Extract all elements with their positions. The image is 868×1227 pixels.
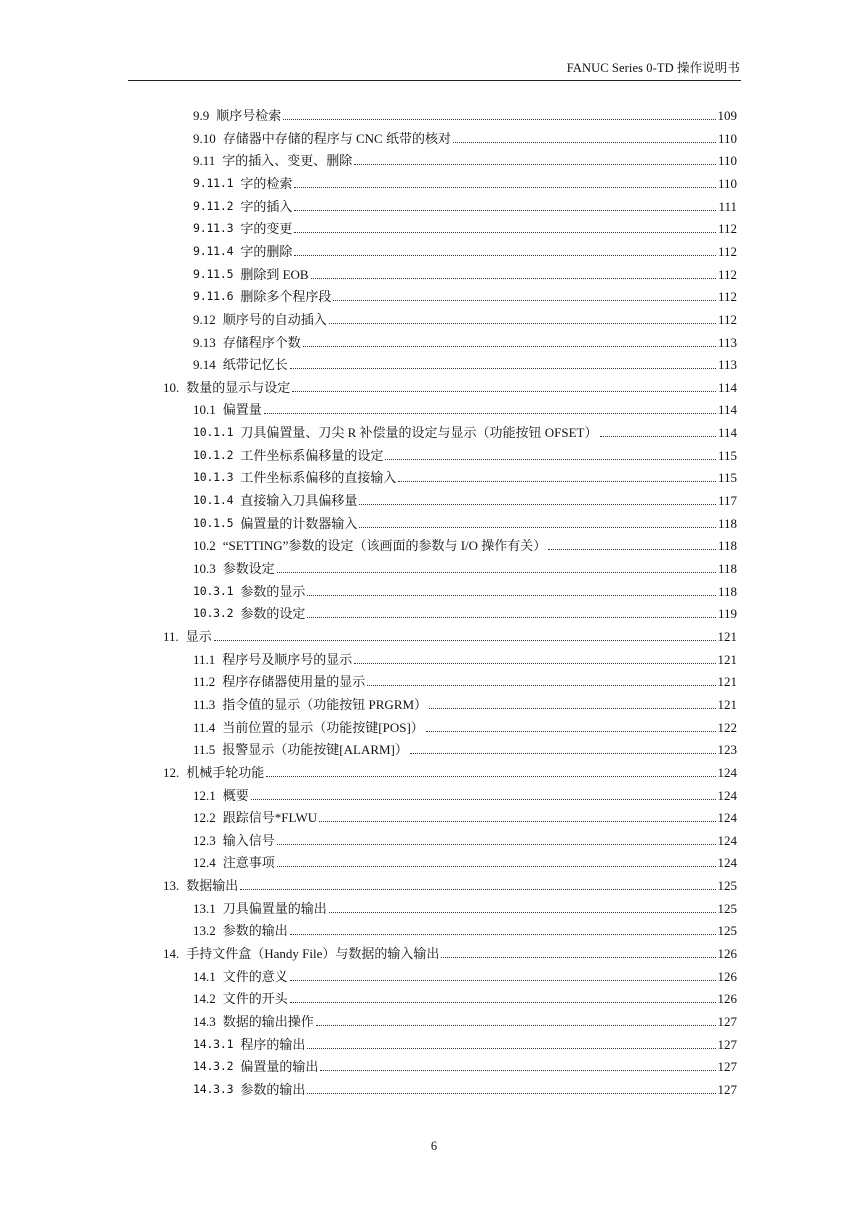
toc-dot-leader xyxy=(329,911,716,913)
toc-entry-page: 121 xyxy=(717,651,737,667)
toc-entry-title: 文件的意义 xyxy=(222,968,288,984)
toc-entry-number: 11.4 xyxy=(193,719,216,735)
toc-entry[interactable] xyxy=(193,647,737,667)
toc-entry-title: 工件坐标系偏移的直接输入 xyxy=(240,470,397,486)
toc-entry[interactable] xyxy=(193,715,737,735)
toc-dot-leader xyxy=(307,594,716,596)
toc-dot-leader xyxy=(320,1069,715,1071)
toc-entry-page: 127 xyxy=(717,1014,737,1029)
toc-entry-title: 顺序号的自动插入 xyxy=(222,311,327,327)
toc-entry-title: “SETTING”参数的设定（该画面的参数与 I/O 操作有关） xyxy=(222,538,547,554)
toc-dot-leader xyxy=(277,571,716,573)
toc-dot-leader xyxy=(359,526,716,528)
toc-dot-leader xyxy=(290,367,716,369)
toc-entry-page: 121 xyxy=(717,674,737,690)
toc-dot-leader xyxy=(354,662,715,664)
toc-entry-number: 10.1.1 xyxy=(193,425,234,440)
toc-dot-leader xyxy=(277,865,716,867)
toc-dot-leader xyxy=(290,1001,716,1003)
toc-entry-page: 121 xyxy=(717,628,737,644)
toc-entry-title: 报警显示（功能按键[ALARM]） xyxy=(222,742,408,758)
toc-entry-title: 参数的输出 xyxy=(222,923,288,939)
toc-entry-number: 11.3 xyxy=(193,696,216,712)
toc-entry[interactable] xyxy=(163,760,737,780)
toc-entry[interactable] xyxy=(193,805,737,825)
toc-entry-number: 9.11.4 xyxy=(193,243,234,258)
toc-entry-number: 12.3 xyxy=(193,832,216,848)
toc-entry-page: 112 xyxy=(717,243,737,259)
toc-dot-leader xyxy=(354,163,716,165)
toc-entry-number: 9.11.1 xyxy=(193,175,234,190)
toc-entry-page: 113 xyxy=(717,334,737,350)
toc-dot-leader xyxy=(292,390,716,392)
toc-entry-title: 删除多个程序段 xyxy=(240,289,332,305)
toc-entry[interactable] xyxy=(193,556,737,576)
toc-dot-leader xyxy=(264,412,716,414)
toc-entry-title: 参数的设定 xyxy=(240,606,306,622)
toc-entry-title: 字的插入 xyxy=(240,198,293,214)
toc-entry-number: 13. xyxy=(163,878,180,894)
toc-entry-number: 9.10 xyxy=(193,130,216,146)
toc-entry-page: 125 xyxy=(717,900,737,916)
toc-entry-page: 119 xyxy=(717,606,737,622)
toc-entry-title: 注意事项 xyxy=(222,855,275,871)
toc-entry-title: 字的删除 xyxy=(240,243,293,259)
toc-entry-page: 126 xyxy=(717,946,737,962)
toc-entry-title: 文件的开头 xyxy=(222,991,288,1007)
toc-entry[interactable] xyxy=(193,465,737,485)
toc-entry-page: 112 xyxy=(717,221,737,237)
toc-dot-leader xyxy=(240,888,715,890)
toc-entry-title: 机械手轮功能 xyxy=(186,764,265,780)
toc-entry-number: 9.13 xyxy=(193,334,216,350)
toc-entry-page: 118 xyxy=(717,538,737,554)
toc-dot-leader xyxy=(426,730,716,732)
toc-entry[interactable] xyxy=(193,284,737,304)
toc-entry-page: 109 xyxy=(717,108,737,123)
toc-dot-leader xyxy=(277,843,716,845)
toc-entry-title: 参数的输出 xyxy=(240,1081,306,1097)
toc-dot-leader xyxy=(294,231,716,233)
toc-dot-leader xyxy=(441,956,715,958)
toc-entry[interactable] xyxy=(193,216,737,236)
toc-entry-page: 125 xyxy=(717,923,737,939)
toc-entry[interactable] xyxy=(193,828,737,848)
toc-entry-page: 114 xyxy=(717,402,737,418)
toc-entry-title: 手持文件盒（Handy File）与数据的输入输出 xyxy=(186,946,440,962)
toc-entry-page: 110 xyxy=(717,175,737,191)
toc-entry[interactable] xyxy=(193,669,737,689)
toc-entry[interactable] xyxy=(193,511,737,531)
toc-entry-number: 11.1 xyxy=(193,651,216,667)
toc-entry-page: 127 xyxy=(717,1059,737,1075)
toc-dot-leader xyxy=(290,979,716,981)
toc-entry-title: 指令值的显示（功能按钮 PRGRM） xyxy=(222,696,428,712)
toc-entry[interactable] xyxy=(193,352,737,372)
page-number: 6 xyxy=(430,1139,438,1153)
toc-entry[interactable] xyxy=(163,624,737,644)
toc-dot-leader xyxy=(294,209,716,211)
toc-entry[interactable] xyxy=(193,850,737,870)
toc-entry-title: 字的插入、变更、删除 xyxy=(222,153,353,169)
toc-entry-page: 126 xyxy=(717,968,737,984)
toc-entry-page: 124 xyxy=(717,787,737,803)
toc-entry[interactable] xyxy=(193,918,737,938)
toc-entry-title: 字的变更 xyxy=(240,221,293,237)
toc-entry-number: 12.4 xyxy=(193,855,216,871)
toc-dot-leader xyxy=(307,1092,715,1094)
toc-dot-leader xyxy=(453,141,716,143)
toc-entry[interactable] xyxy=(193,1054,737,1074)
toc-entry-number: 9.9 xyxy=(193,108,210,123)
toc-entry-title: 偏置量 xyxy=(222,402,262,418)
toc-entry[interactable] xyxy=(193,488,737,508)
toc-entry-page: 110 xyxy=(717,153,737,169)
toc-entry-title: 存储程序个数 xyxy=(222,334,301,350)
toc-entry[interactable] xyxy=(193,420,737,440)
toc-entry[interactable] xyxy=(193,579,737,599)
toc-entry-page: 123 xyxy=(717,742,737,758)
toc-entry[interactable] xyxy=(193,783,737,803)
toc-entry[interactable] xyxy=(193,262,737,282)
toc-entry-page: 113 xyxy=(717,357,737,373)
toc-entry-page: 114 xyxy=(717,379,737,395)
toc-entry-page: 118 xyxy=(717,515,737,531)
toc-dot-leader xyxy=(548,548,716,550)
toc-entry-number: 11.5 xyxy=(193,742,216,758)
toc-entry-number: 11.2 xyxy=(193,674,216,690)
toc-entry-number: 14.3.1 xyxy=(193,1036,234,1051)
toc-entry-number: 9.14 xyxy=(193,357,216,373)
toc-entry-page: 114 xyxy=(717,425,737,441)
toc-dot-leader xyxy=(359,503,716,505)
toc-entry-page: 112 xyxy=(717,311,737,327)
toc-entry[interactable] xyxy=(193,692,737,712)
toc-entry-page: 124 xyxy=(717,810,737,826)
toc-entry-page: 124 xyxy=(717,855,737,871)
toc-dot-leader xyxy=(214,639,716,641)
toc-dot-leader xyxy=(311,277,716,279)
toc-entry-title: 顺序号检索 xyxy=(216,108,282,123)
toc-entry-number: 10.1 xyxy=(193,402,216,418)
toc-entry-title: 偏置量的输出 xyxy=(240,1059,319,1075)
toc-dot-leader xyxy=(290,933,716,935)
toc-entry-number: 9.11 xyxy=(193,153,216,169)
toc-dot-leader xyxy=(429,707,715,709)
toc-entry-number: 9.11.5 xyxy=(193,266,234,281)
toc-entry-number: 10.3 xyxy=(193,561,216,576)
toc-dot-leader xyxy=(333,299,716,301)
toc-entry[interactable] xyxy=(193,1077,737,1097)
toc-entry[interactable] xyxy=(193,103,737,123)
toc-entry-page: 121 xyxy=(717,696,737,712)
toc-entry-title: 数量的显示与设定 xyxy=(186,379,291,395)
toc-entry-title: 直接输入刀具偏移量 xyxy=(240,493,358,509)
toc-dot-leader xyxy=(266,775,715,777)
toc-entry-title: 程序存储器使用量的显示 xyxy=(222,674,366,690)
toc-entry-number: 10.1.4 xyxy=(193,493,234,508)
toc-entry[interactable] xyxy=(193,126,737,146)
toc-entry[interactable] xyxy=(193,194,737,214)
toc-entry-number: 14.2 xyxy=(193,991,216,1007)
toc-entry-title: 参数的显示 xyxy=(240,583,306,599)
toc-entry-page: 125 xyxy=(717,878,737,894)
toc-entry-page: 127 xyxy=(717,1081,737,1097)
toc-dot-leader xyxy=(283,118,715,120)
toc-entry[interactable] xyxy=(193,307,737,327)
toc-entry-title: 显示 xyxy=(185,628,212,644)
toc-entry-title: 程序号及顺序号的显示 xyxy=(222,651,353,667)
toc-entry[interactable] xyxy=(193,239,737,259)
toc-entry-title: 刀具偏置量、刀尖 R 补偿量的设定与显示（功能按钮 OFSET） xyxy=(240,425,598,441)
toc-entry-title: 程序的输出 xyxy=(240,1036,306,1052)
toc-entry-number: 9.11.6 xyxy=(193,289,234,304)
toc-entry-number: 12.2 xyxy=(193,810,216,826)
toc-entry-number: 14.3.2 xyxy=(193,1059,234,1074)
toc-entry-number: 10. xyxy=(163,379,180,395)
toc-entry-title: 当前位置的显示（功能按键[POS]） xyxy=(222,719,424,735)
toc-entry-number: 14.3 xyxy=(193,1014,216,1029)
toc-dot-leader xyxy=(303,345,716,347)
toc-entry-number: 12.1 xyxy=(193,787,216,803)
toc-entry-title: 纸带记忆长 xyxy=(222,357,288,373)
toc-entry[interactable] xyxy=(193,533,737,553)
toc-entry-title: 数据的输出操作 xyxy=(222,1014,314,1029)
toc-entry-number: 10.3.1 xyxy=(193,583,234,598)
toc-entry-page: 115 xyxy=(717,447,737,463)
toc-entry[interactable] xyxy=(193,964,737,984)
toc-entry-title: 输入信号 xyxy=(222,832,275,848)
toc-dot-leader xyxy=(367,684,715,686)
toc-entry-page: 115 xyxy=(717,470,737,486)
toc-entry-title: 跟踪信号*FLWU xyxy=(222,810,318,826)
toc-dot-leader xyxy=(316,1024,716,1026)
toc-entry-title: 参数设定 xyxy=(222,561,275,576)
toc-entry-title: 字的检索 xyxy=(240,175,293,191)
toc-entry-number: 14. xyxy=(163,946,180,962)
toc-entry-number: 10.2 xyxy=(193,538,216,554)
toc-dot-leader xyxy=(294,186,716,188)
toc-entry[interactable] xyxy=(193,1032,737,1052)
toc-entry[interactable] xyxy=(163,941,737,961)
toc-entry[interactable] xyxy=(163,375,737,395)
toc-entry-title: 概要 xyxy=(222,787,249,803)
toc-entry-page: 127 xyxy=(717,1036,737,1052)
toc-entry[interactable] xyxy=(193,986,737,1006)
toc-dot-leader xyxy=(251,798,716,800)
toc-entry-number: 9.11.3 xyxy=(193,221,234,236)
toc-entry[interactable] xyxy=(193,397,737,417)
toc-entry-title: 存储器中存储的程序与 CNC 纸带的核对 xyxy=(222,130,451,146)
toc-entry-number: 10.1.2 xyxy=(193,447,234,462)
toc-entry-page: 110 xyxy=(717,130,737,146)
toc-entry-number: 9.11.2 xyxy=(193,198,234,213)
toc-entry-page: 118 xyxy=(717,583,737,599)
toc-entry-number: 11. xyxy=(163,628,179,644)
toc-entry-page: 118 xyxy=(717,561,737,576)
toc-entry-title: 数据输出 xyxy=(186,878,239,894)
toc-entry-number: 10.3.2 xyxy=(193,606,234,621)
toc-dot-leader xyxy=(319,820,715,822)
toc-entry-page: 112 xyxy=(717,289,737,305)
toc-entry[interactable] xyxy=(193,443,737,463)
toc-entry-page: 124 xyxy=(717,764,737,780)
toc-entry-title: 删除到 EOB xyxy=(240,266,309,282)
toc-entry[interactable] xyxy=(193,1009,737,1029)
toc-entry-page: 124 xyxy=(717,832,737,848)
toc-entry-number: 12. xyxy=(163,764,180,780)
toc-entry-number: 14.3.3 xyxy=(193,1081,234,1096)
toc-entry[interactable] xyxy=(193,737,737,757)
toc-entry-page: 126 xyxy=(717,991,737,1007)
toc-entry-title: 偏置量的计数器输入 xyxy=(240,515,358,531)
toc-entry-number: 9.12 xyxy=(193,311,216,327)
toc-dot-leader xyxy=(410,752,716,754)
toc-entry-number: 13.2 xyxy=(193,923,216,939)
toc-entry[interactable] xyxy=(163,873,737,893)
toc-dot-leader xyxy=(329,322,716,324)
toc-entry[interactable] xyxy=(193,330,737,350)
header-title: FANUC Series 0-TD 操作说明书 xyxy=(566,61,740,75)
toc-entry-page: 117 xyxy=(717,493,737,509)
toc-dot-leader xyxy=(294,254,716,256)
toc-dot-leader xyxy=(600,435,716,437)
toc-entry-page: 122 xyxy=(717,719,737,735)
toc-entry-number: 10.1.5 xyxy=(193,515,234,530)
toc-entry[interactable] xyxy=(193,148,737,168)
toc-entry-page: 112 xyxy=(717,266,737,282)
toc-entry-title: 刀具偏置量的输出 xyxy=(222,900,327,916)
toc-entry-title: 工件坐标系偏移量的设定 xyxy=(240,447,384,463)
toc-dot-leader xyxy=(385,458,716,460)
toc-entry-number: 10.1.3 xyxy=(193,470,234,485)
toc-entry[interactable] xyxy=(193,601,737,621)
toc-entry-number: 14.1 xyxy=(193,968,216,984)
toc-dot-leader xyxy=(307,1047,715,1049)
toc-entry[interactable] xyxy=(193,171,737,191)
page-header xyxy=(128,58,741,81)
toc-entry[interactable] xyxy=(193,896,737,916)
toc-entry-number: 13.1 xyxy=(193,900,216,916)
toc-entry-page: 111 xyxy=(718,198,737,214)
toc-dot-leader xyxy=(307,616,716,618)
toc-dot-leader xyxy=(398,480,716,482)
